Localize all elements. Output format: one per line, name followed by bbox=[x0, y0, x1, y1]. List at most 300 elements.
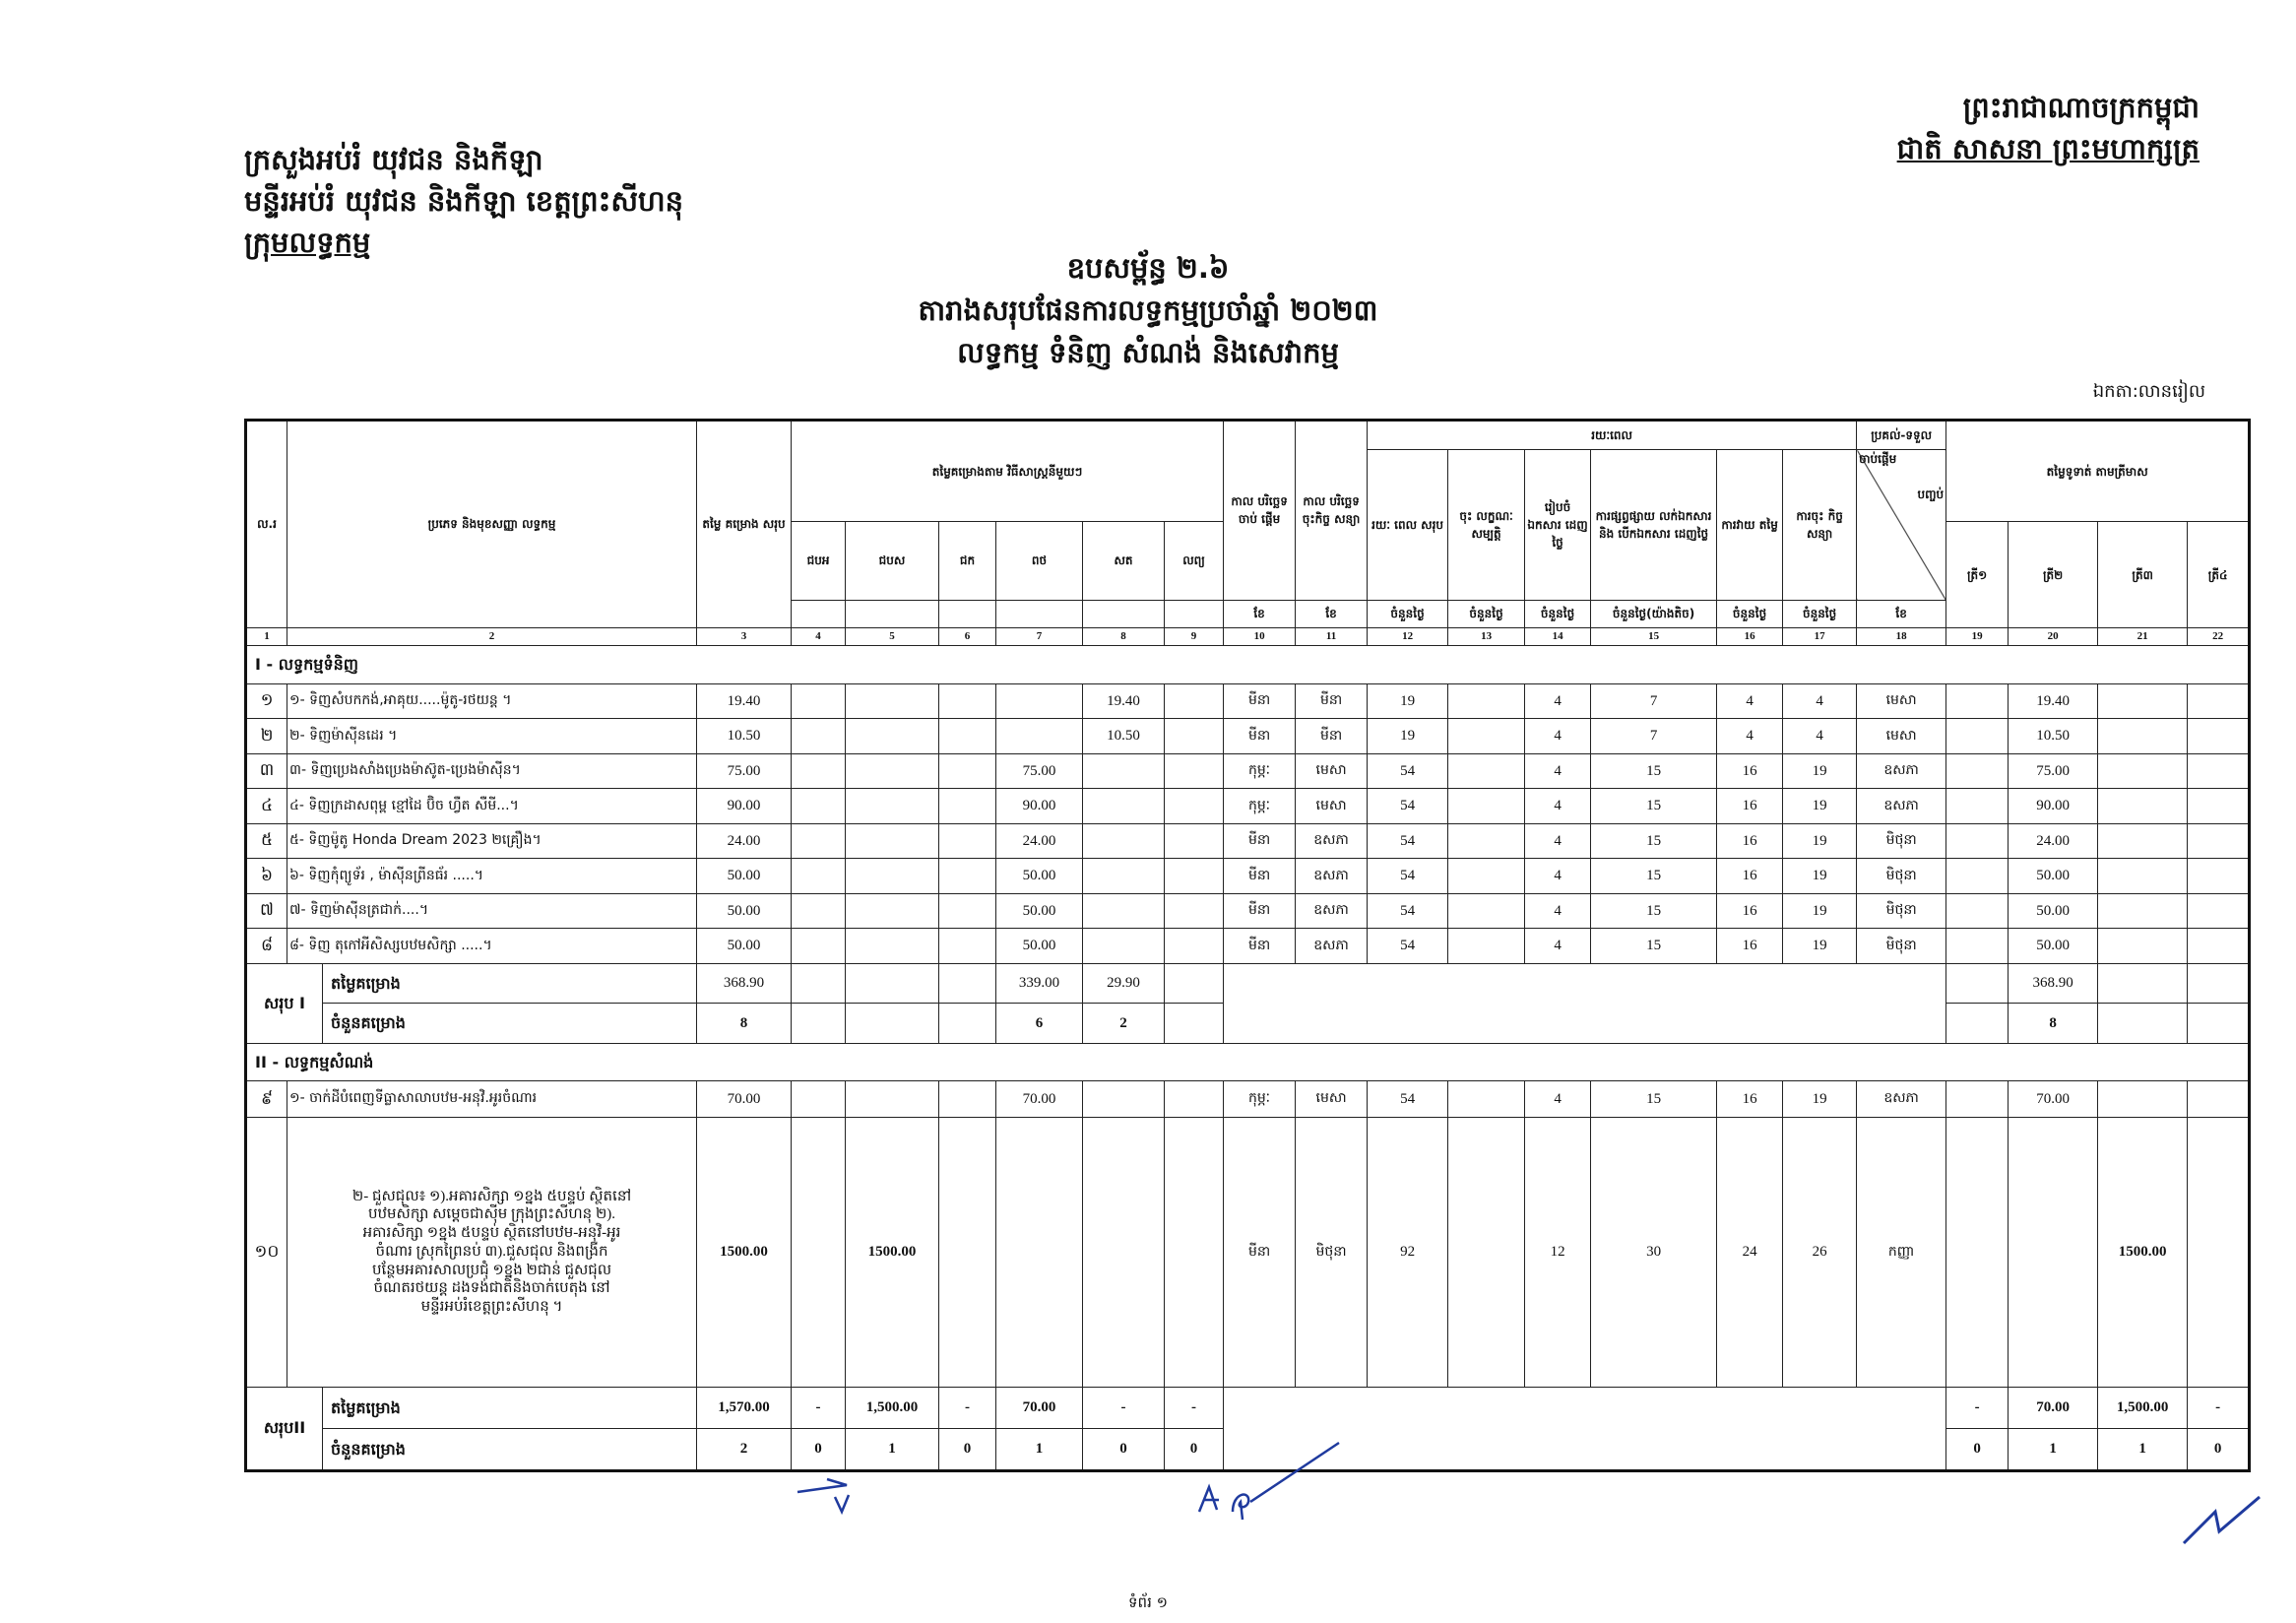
item-description: ៥- ទិញម៉ូតូ Honda Dream 2023 ២គ្រឿង។ bbox=[287, 823, 697, 858]
subtotal-1-cost-row bbox=[246, 963, 2250, 1004]
col-num: 22 bbox=[2188, 627, 2250, 645]
col-num: 7 bbox=[996, 627, 1083, 645]
cell-q2: 90.00 bbox=[2009, 789, 2098, 823]
cell-d1: 19 bbox=[1368, 683, 1448, 718]
src-3: ជក bbox=[939, 522, 996, 600]
item-description: ៣- ទិញប្រេងសាំងប្រេងម៉ាស៊ូត-ប្រេងម៉ាស៊ីន។ bbox=[287, 753, 697, 788]
cell-s1 bbox=[792, 753, 846, 788]
col-d-sign: ការចុះ កិច្ចសន្យា bbox=[1783, 450, 1857, 600]
sub-cell: 1 bbox=[2009, 1429, 2098, 1471]
cell-start: កុម្ភៈ bbox=[1224, 1081, 1296, 1118]
cell-d2 bbox=[1448, 1117, 1525, 1387]
cell-q1 bbox=[1946, 683, 2009, 718]
cell-d6: 19 bbox=[1783, 1081, 1857, 1118]
col-num: 8 bbox=[1083, 627, 1165, 645]
sub-cell: 6 bbox=[996, 1004, 1083, 1044]
col-num: 10 bbox=[1224, 627, 1296, 645]
sub-cell: 1 bbox=[846, 1429, 939, 1471]
cell-no: ១ bbox=[246, 683, 287, 718]
cell-no: ៦ bbox=[246, 859, 287, 893]
cell-total: 70.00 bbox=[697, 1081, 792, 1118]
col-num: 1 bbox=[246, 627, 287, 645]
column-number-row bbox=[246, 627, 2250, 645]
cell-d1: 54 bbox=[1368, 1081, 1448, 1118]
cell-s2 bbox=[846, 719, 939, 753]
cell-q2: 19.40 bbox=[2009, 683, 2098, 718]
cell-s6 bbox=[1165, 719, 1224, 753]
cell-total: 19.40 bbox=[697, 683, 792, 718]
cell-s1 bbox=[792, 929, 846, 964]
unit-day-6: ចំនួនថ្ងៃ bbox=[1783, 600, 1857, 627]
cell-d4: 15 bbox=[1591, 859, 1717, 893]
cell-d2 bbox=[1448, 1081, 1525, 1118]
cell-d5: 16 bbox=[1717, 823, 1783, 858]
cell-contract: មេសា bbox=[1296, 1081, 1368, 1118]
cell-delivery: មេសា bbox=[1857, 683, 1946, 718]
cell-contract: មីនា bbox=[1296, 683, 1368, 718]
col-duration-header: រយៈពេល bbox=[1368, 421, 1857, 450]
cell-d4: 15 bbox=[1591, 823, 1717, 858]
cell-q2: 10.50 bbox=[2009, 719, 2098, 753]
col-total-header: តម្លៃ គម្រោង សរុប bbox=[697, 421, 792, 628]
cell-start: មីនា bbox=[1224, 823, 1296, 858]
cell-d3: 4 bbox=[1525, 1081, 1591, 1118]
cell-q3 bbox=[2098, 859, 2188, 893]
cell-q1 bbox=[1946, 859, 2009, 893]
sub-cell bbox=[939, 1004, 996, 1044]
cell-q1 bbox=[1946, 753, 2009, 788]
sub-cell: - bbox=[939, 1387, 996, 1429]
cell-d6: 19 bbox=[1783, 859, 1857, 893]
cell-total: 50.00 bbox=[697, 893, 792, 928]
cell-total: 90.00 bbox=[697, 789, 792, 823]
cell-d1: 54 bbox=[1368, 893, 1448, 928]
cell-no: ៧ bbox=[246, 893, 287, 928]
cell-contract: មេសា bbox=[1296, 789, 1368, 823]
cell-no: ៣ bbox=[246, 753, 287, 788]
item-description: ៤- ទិញក្រដាសពុម្ព ខ្មៅដៃ ប៊ិច ហ្វឺត សឺមី...។ bbox=[287, 789, 697, 823]
col-no-header: ល.រ bbox=[246, 421, 287, 628]
signature-right bbox=[2176, 1482, 2264, 1551]
cell-s4 bbox=[996, 683, 1083, 718]
cell-total: 1500.00 bbox=[697, 1117, 792, 1387]
cell-s4: 75.00 bbox=[996, 753, 1083, 788]
annex-label: ឧបសម្ព័ន្ធ ២.៦ bbox=[1066, 251, 1230, 285]
cell-q3 bbox=[2098, 823, 2188, 858]
sub-cell bbox=[2188, 963, 2250, 1004]
sub-cell: - bbox=[1165, 1387, 1224, 1429]
cell-q4 bbox=[2188, 859, 2250, 893]
delivery-start: ចាប់ផ្ដើម bbox=[1859, 452, 1897, 467]
unit-day-3: ចំនួនថ្ងៃ bbox=[1525, 600, 1591, 627]
cell-s2 bbox=[846, 753, 939, 788]
col-num: 15 bbox=[1591, 627, 1717, 645]
cell-d6: 19 bbox=[1783, 929, 1857, 964]
cell-q2: 50.00 bbox=[2009, 893, 2098, 928]
office-name: ក្រុមលទ្ធកម្ម bbox=[244, 226, 371, 259]
cell-no: ៤ bbox=[246, 789, 287, 823]
cell-s3 bbox=[939, 1117, 996, 1387]
q-3: ត្រី៣ bbox=[2098, 522, 2188, 627]
cell-d6: 19 bbox=[1783, 893, 1857, 928]
cell-s3 bbox=[939, 893, 996, 928]
table-row bbox=[246, 893, 2250, 928]
cell-delivery: មិថុនា bbox=[1857, 929, 1946, 964]
cell-s2 bbox=[846, 893, 939, 928]
cell-s4 bbox=[996, 719, 1083, 753]
cell-d5: 24 bbox=[1717, 1117, 1783, 1387]
col-num: 21 bbox=[2098, 627, 2188, 645]
header-row-1 bbox=[246, 421, 2250, 450]
cell-s1 bbox=[792, 719, 846, 753]
cell-start: មីនា bbox=[1224, 1117, 1296, 1387]
cell-d2 bbox=[1448, 893, 1525, 928]
cell-s3 bbox=[939, 753, 996, 788]
sub-cell: 1,500.00 bbox=[846, 1387, 939, 1429]
sub-cell bbox=[2098, 963, 2188, 1004]
cell-d4: 15 bbox=[1591, 1081, 1717, 1118]
cell-s3 bbox=[939, 789, 996, 823]
unit-month-start: ខែ bbox=[1224, 600, 1296, 627]
col-num: 13 bbox=[1448, 627, 1525, 645]
cell-q1 bbox=[1946, 1117, 2009, 1387]
table-row bbox=[246, 1117, 2250, 1387]
cell-d1: 19 bbox=[1368, 719, 1448, 753]
section-works-title: II - លទ្ធកម្មសំណង់ bbox=[246, 1043, 2250, 1081]
cell-start: មីនា bbox=[1224, 719, 1296, 753]
cell-s1 bbox=[792, 789, 846, 823]
cell-q4 bbox=[2188, 929, 2250, 964]
src-blank-6 bbox=[1165, 600, 1224, 627]
col-num: 6 bbox=[939, 627, 996, 645]
src-blank-2 bbox=[846, 600, 939, 627]
item-description: ៧- ទិញម៉ាស៊ីនត្រជាក់....។ bbox=[287, 893, 697, 928]
col-num: 20 bbox=[2009, 627, 2098, 645]
cell-q4 bbox=[2188, 893, 2250, 928]
cell-d1: 54 bbox=[1368, 789, 1448, 823]
cell-q1 bbox=[1946, 823, 2009, 858]
sub-cell: 0 bbox=[792, 1429, 846, 1471]
col-num: 19 bbox=[1946, 627, 2009, 645]
cell-delivery: កញ្ញា bbox=[1857, 1117, 1946, 1387]
cell-s3 bbox=[939, 859, 996, 893]
cell-s6 bbox=[1165, 859, 1224, 893]
description-line: អគារសិក្សា ១ខ្នង ៥បន្ទប់ ស្ថិតនៅបឋម-អនុវិ-អូរ bbox=[362, 1225, 621, 1242]
cell-s4: 90.00 bbox=[996, 789, 1083, 823]
description-line: ចំណារ ស្រុកព្រៃនប់ ៣).ជួសជុល និងពង្រីក bbox=[375, 1243, 608, 1260]
cell-s6 bbox=[1165, 929, 1224, 964]
ministry-name: ក្រសួងអប់រំ យុវជន និងកីឡា bbox=[244, 143, 543, 176]
cell-s2 bbox=[846, 789, 939, 823]
sub-cell: 1 bbox=[996, 1429, 1083, 1471]
cell-s4 bbox=[996, 1117, 1083, 1387]
signature-stroke bbox=[797, 1479, 849, 1512]
subtotal-1-cost-label: តម្លៃគម្រោង bbox=[323, 963, 697, 1004]
col-contract-header: កាល បរិច្ឆេទ ចុះកិច្ច សន្យា bbox=[1296, 421, 1368, 601]
sub-cell bbox=[792, 963, 846, 1004]
description-line: ចំណតរថយន្ត ដងទង់ជាតិនិងចាក់បេតុង នៅ bbox=[373, 1280, 610, 1297]
cell-d6: 19 bbox=[1783, 823, 1857, 858]
sub-cell: 2 bbox=[1083, 1004, 1165, 1044]
subtotal-2-count-label: ចំនួនគម្រោង bbox=[323, 1429, 697, 1471]
cell-total: 10.50 bbox=[697, 719, 792, 753]
src-blank-3 bbox=[939, 600, 996, 627]
section-goods-header bbox=[246, 646, 2250, 684]
cell-q3 bbox=[2098, 753, 2188, 788]
item-description: ៨- ទិញ តុកៅអីសិស្សបឋមសិក្សា .....។ bbox=[287, 929, 697, 964]
cell-q2: 70.00 bbox=[2009, 1081, 2098, 1118]
table-row bbox=[246, 823, 2250, 858]
cell-s1 bbox=[792, 893, 846, 928]
cell-s6 bbox=[1165, 683, 1224, 718]
cell-s5 bbox=[1083, 1081, 1165, 1118]
delivery-end: បញ្ចប់ bbox=[1917, 487, 1945, 502]
cell-q2: 50.00 bbox=[2009, 859, 2098, 893]
cell-q3 bbox=[2098, 929, 2188, 964]
cell-q1 bbox=[1946, 1081, 2009, 1118]
subtotal-1-blank bbox=[1224, 963, 1946, 1043]
col-quarters-header: តម្លៃទូទាត់ តាមត្រីមាស bbox=[1946, 421, 2250, 522]
cell-total: 50.00 bbox=[697, 859, 792, 893]
unit-day-4: ចំនួនថ្ងៃ(យ៉ាងតិច) bbox=[1591, 600, 1717, 627]
cell-s4: 50.00 bbox=[996, 893, 1083, 928]
signature-stroke bbox=[2184, 1497, 2260, 1543]
col-num: 12 bbox=[1368, 627, 1448, 645]
sub-cell: 0 bbox=[1083, 1429, 1165, 1471]
cell-q3 bbox=[2098, 1081, 2188, 1118]
cell-s3 bbox=[939, 929, 996, 964]
sub-cell: 8 bbox=[2009, 1004, 2098, 1044]
page-number: ទំព័រ ១ bbox=[1128, 1593, 1168, 1611]
cell-d1: 54 bbox=[1368, 823, 1448, 858]
cell-delivery: មិថុនា bbox=[1857, 823, 1946, 858]
signature-middle bbox=[1181, 1433, 1349, 1522]
document-subtitle: លទ្ធកម្ម ទំនិញ សំណង់ និងសេវាកម្ម bbox=[957, 336, 1339, 369]
cell-d1: 54 bbox=[1368, 859, 1448, 893]
q-2: ត្រី២ bbox=[2009, 522, 2098, 627]
subtotal-1-cost-total: 368.90 bbox=[697, 963, 792, 1004]
cell-s5 bbox=[1083, 929, 1165, 964]
col-d-notice: ការផ្សព្វផ្សាយ លក់ឯកសារនិង បើកឯកសារ ដេញថ្លៃ bbox=[1591, 450, 1717, 600]
cell-contract: មិថុនា bbox=[1296, 1117, 1368, 1387]
col-num: 17 bbox=[1783, 627, 1857, 645]
cell-s2 bbox=[846, 823, 939, 858]
cell-s4: 24.00 bbox=[996, 823, 1083, 858]
col-delivery-header: ប្រគល់-ទទួល bbox=[1857, 421, 1946, 450]
subtotal-2-label: សរុបII bbox=[246, 1387, 323, 1470]
cell-d2 bbox=[1448, 859, 1525, 893]
cell-start: កុម្ភៈ bbox=[1224, 789, 1296, 823]
description-line: បន្ថែមអគារសាលប្រជុំ ១ខ្នង ២ជាន់ ជួសជុល bbox=[371, 1262, 612, 1278]
cell-no: ៥ bbox=[246, 823, 287, 858]
item-description: ១- ចាក់ដីបំពេញទីធ្លាសាលាបឋម-អនុវិ.អូរចំណារ bbox=[287, 1081, 697, 1118]
src-blank-1 bbox=[792, 600, 846, 627]
cell-q4 bbox=[2188, 683, 2250, 718]
cell-contract: ឧសភា bbox=[1296, 893, 1368, 928]
cell-d6: 4 bbox=[1783, 719, 1857, 753]
cell-d5: 4 bbox=[1717, 719, 1783, 753]
description-line: ២- ជួសជុល៖ ១).អគារសិក្សា ១ខ្នង ៥បន្ទប់ ស្ថិតនៅ bbox=[351, 1188, 632, 1204]
cell-q3 bbox=[2098, 719, 2188, 753]
cell-d3: 4 bbox=[1525, 823, 1591, 858]
col-d-total: រយៈ ពេល សរុប bbox=[1368, 450, 1448, 600]
cell-s3 bbox=[939, 1081, 996, 1118]
cell-q3: 1500.00 bbox=[2098, 1117, 2188, 1387]
cell-q4 bbox=[2188, 1117, 2250, 1387]
cell-q4 bbox=[2188, 1081, 2250, 1118]
sub-cell: 339.00 bbox=[996, 963, 1083, 1004]
cell-s5 bbox=[1083, 893, 1165, 928]
cell-d2 bbox=[1448, 929, 1525, 964]
cell-d1: 54 bbox=[1368, 753, 1448, 788]
cell-d4: 7 bbox=[1591, 683, 1717, 718]
item-description: ២- ទិញម៉ាស៊ីនដេរ ។ bbox=[287, 719, 697, 753]
col-num: 14 bbox=[1525, 627, 1591, 645]
cell-d6: 19 bbox=[1783, 753, 1857, 788]
subtotal-1-label: សរុប I bbox=[246, 963, 323, 1043]
sub-cell: - bbox=[792, 1387, 846, 1429]
cell-delivery: ឧសភា bbox=[1857, 1081, 1946, 1118]
cell-q3 bbox=[2098, 683, 2188, 718]
sub-cell bbox=[846, 1004, 939, 1044]
unit-day-1: ចំនួនថ្ងៃ bbox=[1368, 600, 1448, 627]
cell-start: មីនា bbox=[1224, 929, 1296, 964]
cell-q2: 24.00 bbox=[2009, 823, 2098, 858]
subtotal-1-count-total: 8 bbox=[697, 1004, 792, 1044]
cell-s2 bbox=[846, 859, 939, 893]
sub-cell: 368.90 bbox=[2009, 963, 2098, 1004]
cell-q1 bbox=[1946, 929, 2009, 964]
cell-start: មីនា bbox=[1224, 893, 1296, 928]
cell-d6: 4 bbox=[1783, 683, 1857, 718]
sub-cell: 1,500.00 bbox=[2098, 1387, 2188, 1429]
src-blank-4 bbox=[996, 600, 1083, 627]
cell-q4 bbox=[2188, 789, 2250, 823]
item-description bbox=[287, 1117, 697, 1387]
cell-d5: 16 bbox=[1717, 893, 1783, 928]
col-desc-header: ប្រភេទ និងមុខសញ្ញា លទ្ធកម្ម bbox=[287, 421, 697, 628]
cell-d3: 4 bbox=[1525, 789, 1591, 823]
src-4: ពថ bbox=[996, 522, 1083, 600]
cell-d1: 54 bbox=[1368, 929, 1448, 964]
cell-s3 bbox=[939, 683, 996, 718]
subtotal-2-cost-total: 1,570.00 bbox=[697, 1387, 792, 1429]
cell-s5 bbox=[1083, 789, 1165, 823]
cell-q2: 75.00 bbox=[2009, 753, 2098, 788]
cell-s5: 19.40 bbox=[1083, 683, 1165, 718]
cell-q3 bbox=[2098, 789, 2188, 823]
sub-cell: 70.00 bbox=[996, 1387, 1083, 1429]
cell-d3: 4 bbox=[1525, 719, 1591, 753]
cell-no: ៨ bbox=[246, 929, 287, 964]
col-delivery-diag bbox=[1857, 450, 1946, 600]
cell-s6 bbox=[1165, 823, 1224, 858]
cell-s1 bbox=[792, 1117, 846, 1387]
table-row bbox=[246, 683, 2250, 718]
cell-d3: 4 bbox=[1525, 893, 1591, 928]
cell-delivery: មិថុនា bbox=[1857, 859, 1946, 893]
sub-cell bbox=[846, 963, 939, 1004]
signature-left bbox=[788, 1458, 906, 1517]
src-5: សត bbox=[1083, 522, 1165, 600]
sub-cell bbox=[2098, 1004, 2188, 1044]
cell-delivery: ឧសភា bbox=[1857, 789, 1946, 823]
sub-cell bbox=[1165, 1004, 1224, 1044]
currency-unit: ឯកតា:លានរៀល bbox=[2092, 381, 2205, 402]
col-num: 5 bbox=[846, 627, 939, 645]
cell-s6 bbox=[1165, 1081, 1224, 1118]
sub-cell bbox=[1946, 963, 2009, 1004]
sub-cell: - bbox=[1083, 1387, 1165, 1429]
section-works-header bbox=[246, 1043, 2250, 1081]
subtotal-2-count-total: 2 bbox=[697, 1429, 792, 1471]
cell-s1 bbox=[792, 859, 846, 893]
cell-d2 bbox=[1448, 683, 1525, 718]
cell-q4 bbox=[2188, 823, 2250, 858]
src-blank-5 bbox=[1083, 600, 1165, 627]
col-d-prep: រៀបចំ ឯកសារ ដេញថ្លៃ bbox=[1525, 450, 1591, 600]
sub-cell: 0 bbox=[2188, 1429, 2250, 1471]
sub-cell: 70.00 bbox=[2009, 1387, 2098, 1429]
cell-s6 bbox=[1165, 753, 1224, 788]
kingdom-title: ព្រះរាជាណាចក្រកម្ពុជា bbox=[1962, 91, 2200, 124]
cell-d4: 15 bbox=[1591, 929, 1717, 964]
cell-start: មីនា bbox=[1224, 859, 1296, 893]
cell-q2 bbox=[2009, 1117, 2098, 1387]
cell-total: 50.00 bbox=[697, 929, 792, 964]
department-name: មន្ទីរអប់រំ យុវជន និងកីឡា ខេត្តព្រះសីហនុ bbox=[244, 184, 684, 218]
cell-s1 bbox=[792, 1081, 846, 1118]
table-row bbox=[246, 789, 2250, 823]
works-rows bbox=[246, 1081, 2250, 1387]
cell-d4: 15 bbox=[1591, 753, 1717, 788]
col-num: 18 bbox=[1857, 627, 1946, 645]
cell-d4: 7 bbox=[1591, 719, 1717, 753]
unit-day-2: ចំនួនថ្ងៃ bbox=[1448, 600, 1525, 627]
cell-d3: 4 bbox=[1525, 683, 1591, 718]
cell-no: ៩ bbox=[246, 1081, 287, 1118]
cell-d6: 26 bbox=[1783, 1117, 1857, 1387]
cell-contract: មេសា bbox=[1296, 753, 1368, 788]
cell-s6 bbox=[1165, 1117, 1224, 1387]
q-4: ត្រី៤ bbox=[2188, 522, 2250, 627]
cell-contract: មីនា bbox=[1296, 719, 1368, 753]
goods-rows bbox=[246, 683, 2250, 963]
table-row bbox=[246, 753, 2250, 788]
subtotal-1-count-label: ចំនួនគម្រោង bbox=[323, 1004, 697, 1044]
cell-s4: 50.00 bbox=[996, 859, 1083, 893]
src-6: លព្យ bbox=[1165, 522, 1224, 600]
cell-s2 bbox=[846, 929, 939, 964]
cell-s5 bbox=[1083, 753, 1165, 788]
signature-stroke bbox=[1199, 1443, 1339, 1520]
cell-q3 bbox=[2098, 893, 2188, 928]
cell-q1 bbox=[1946, 719, 2009, 753]
cell-no: ២ bbox=[246, 719, 287, 753]
table-row bbox=[246, 1081, 2250, 1118]
cell-d5: 16 bbox=[1717, 929, 1783, 964]
col-num: 2 bbox=[287, 627, 697, 645]
subtotal-2-cost-row bbox=[246, 1387, 2250, 1429]
sub-cell bbox=[1165, 963, 1224, 1004]
cell-d2 bbox=[1448, 789, 1525, 823]
table-row bbox=[246, 859, 2250, 893]
cell-s2 bbox=[846, 1081, 939, 1118]
cell-s3 bbox=[939, 719, 996, 753]
cell-s2 bbox=[846, 683, 939, 718]
cell-contract: ឧសភា bbox=[1296, 859, 1368, 893]
cell-s3 bbox=[939, 823, 996, 858]
